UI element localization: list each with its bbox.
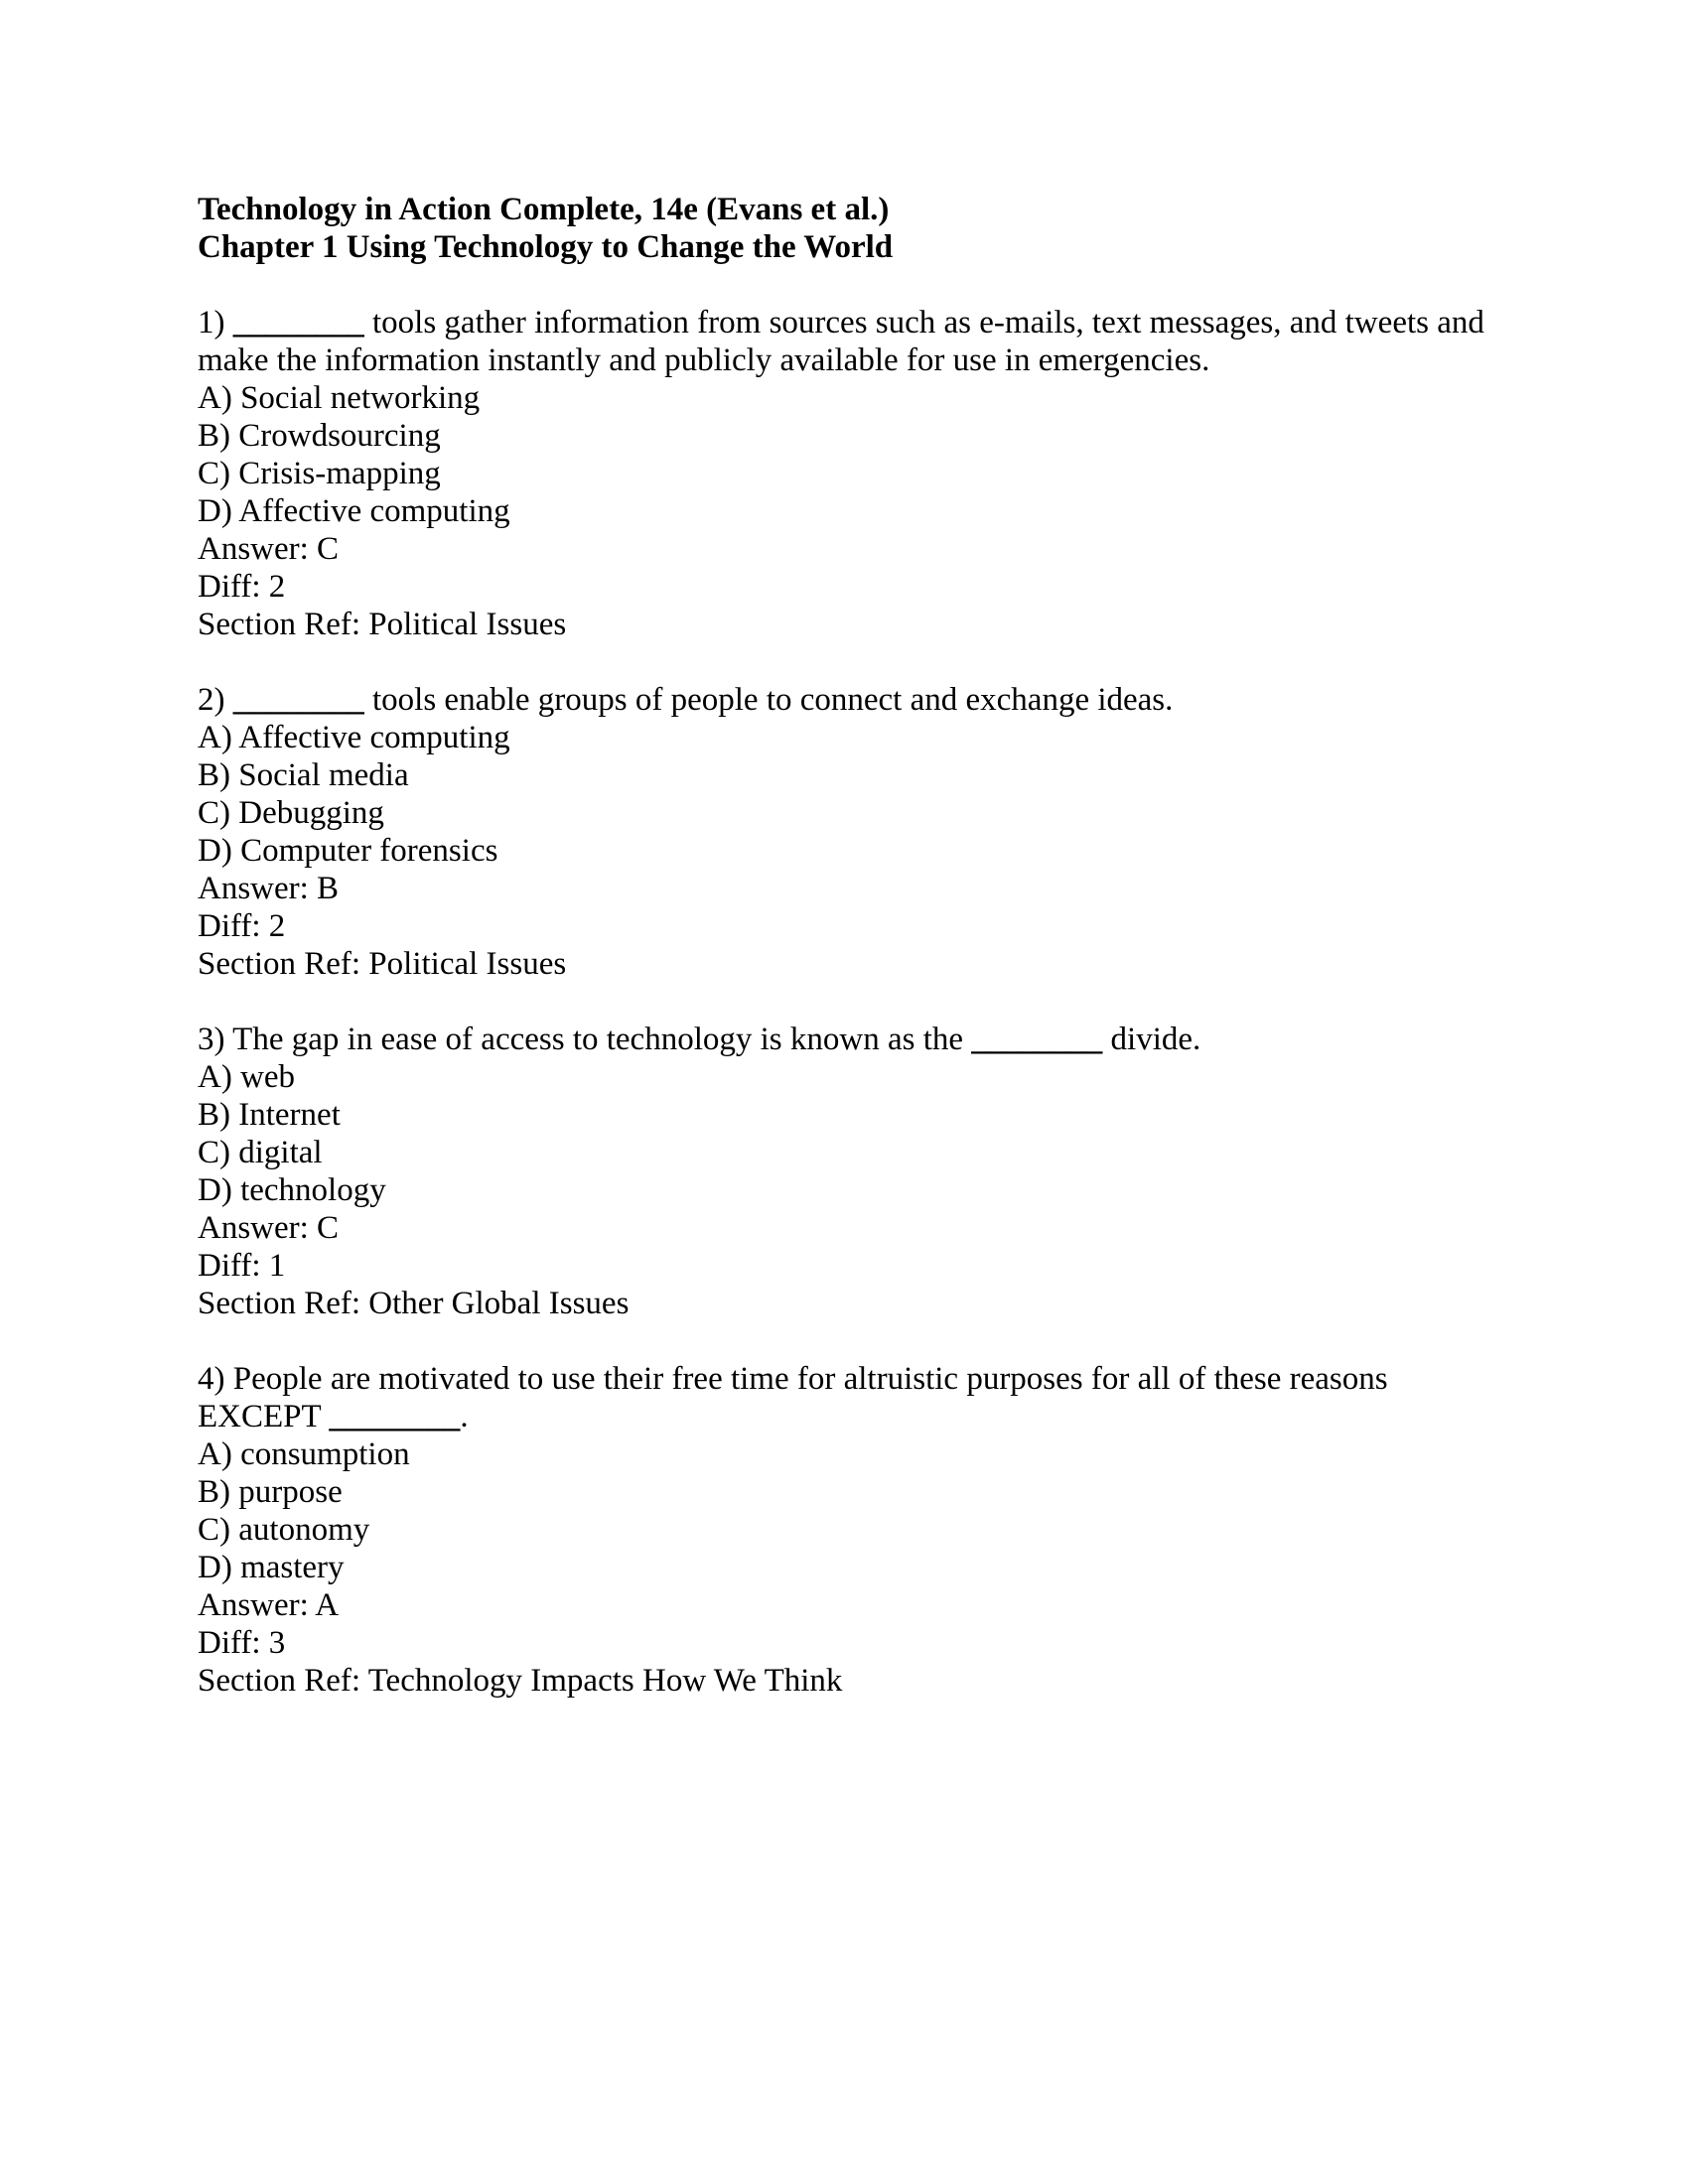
difficulty: Diff: 3 [198,1625,286,1661]
question-text-post: divide. [1102,1022,1201,1057]
question-block [198,304,1488,643]
question-stem [198,1021,1488,1058]
answer-blank: ________ [971,1022,1103,1057]
question-text-pre: The gap in ease of access to technology is known as the [232,1022,972,1057]
question-block [198,1360,1488,1700]
answer-blank: ________ [232,305,364,341]
answer-option: A) consumption [198,1436,410,1472]
answer-option: B) Social media [198,757,409,793]
answer-option: A) web [198,1059,296,1095]
answer-key: Answer: A [198,1587,340,1623]
question-stem [198,681,1488,719]
answer-option: D) Computer forensics [198,833,498,869]
question-number: 3) [198,1022,225,1057]
question-number: 1) [198,305,225,341]
answer-option: C) Crisis-mapping [198,456,441,491]
section-ref: Section Ref: Political Issues [198,946,567,982]
difficulty: Diff: 1 [198,1248,286,1284]
answer-option: B) Crowdsourcing [198,418,441,454]
answer-option: A) Social networking [198,380,481,416]
answer-option: D) mastery [198,1550,345,1585]
answer-option: B) purpose [198,1474,343,1510]
question-text-post: . [460,1399,469,1434]
chapter-heading: Chapter 1 Using Technology to Change the World [198,229,894,265]
question-text-post: tools gather information from sources such as e-mails, text messages, and tweets and make the information instantly and publicly available for use in emergencies. [198,305,1484,378]
answer-option: D) technology [198,1172,386,1208]
answer-option: C) Debugging [198,795,384,831]
section-ref: Section Ref: Other Global Issues [198,1286,630,1321]
question-number: 4) [198,1361,225,1397]
document-page [198,191,1488,1700]
document-title: Technology in Action Complete, 14e (Evans et al.) [198,192,890,227]
answer-key: Answer: B [198,871,340,906]
answer-blank: ________ [329,1399,461,1434]
question-number: 2) [198,682,225,718]
answer-option: D) Affective computing [198,493,510,529]
answer-option: B) Internet [198,1097,341,1133]
answer-blank: ________ [232,682,364,718]
question-block [198,1021,1488,1322]
answer-key: Answer: C [198,531,340,567]
difficulty: Diff: 2 [198,569,286,605]
question-stem [198,304,1488,379]
question-block [198,681,1488,983]
answer-option: A) Affective computing [198,720,510,755]
question-text-post: tools enable groups of people to connect and exchange ideas. [363,682,1174,718]
difficulty: Diff: 2 [198,908,286,944]
question-text-pre: People are motivated to use their free time for altruistic purposes for all of these reasons EXCEPT [198,1361,1388,1434]
question-stem [198,1360,1488,1435]
answer-option: C) digital [198,1135,323,1170]
answer-option: C) autonomy [198,1512,370,1548]
section-ref: Section Ref: Political Issues [198,607,567,642]
section-ref: Section Ref: Technology Impacts How We Think [198,1663,843,1699]
answer-key: Answer: C [198,1210,340,1246]
